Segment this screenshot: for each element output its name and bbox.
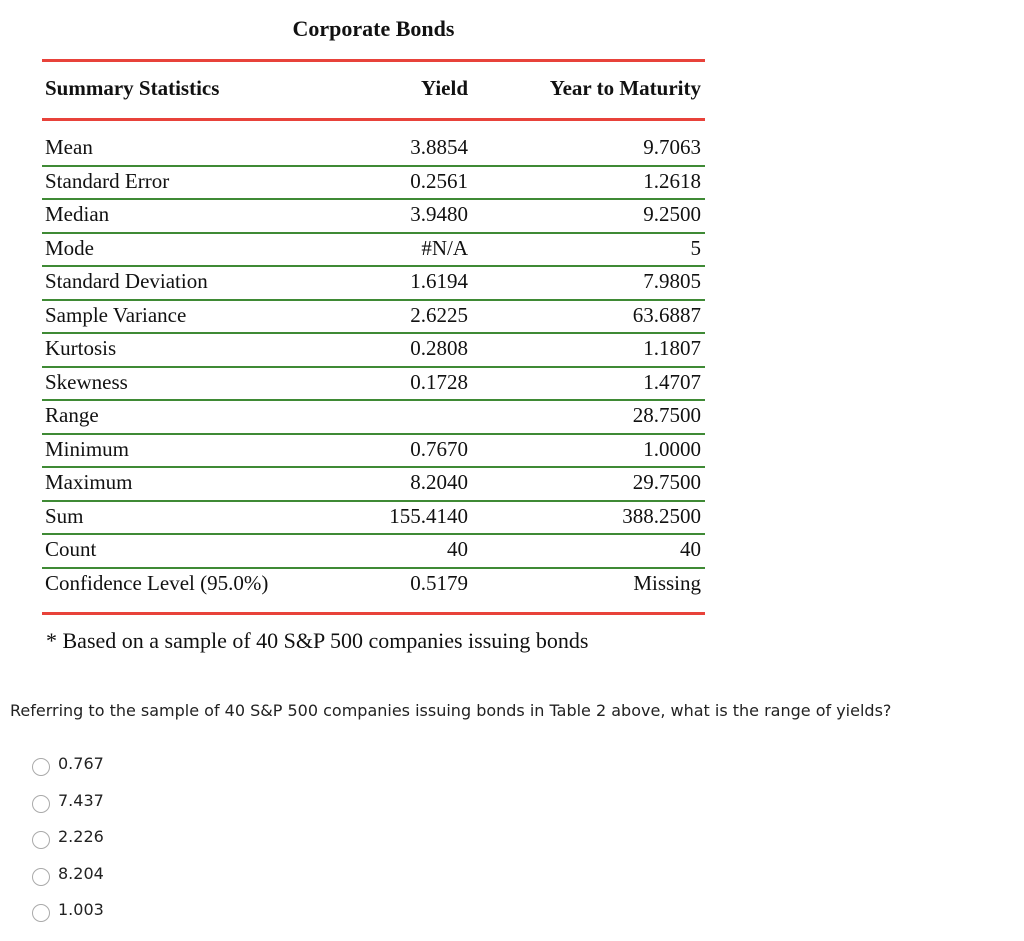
question-text: Referring to the sample of 40 S&P 500 companies issuing bonds in Table 2 above, what is the range of yields? bbox=[10, 701, 892, 720]
yield-value: 40 bbox=[447, 537, 468, 561]
table-row bbox=[42, 334, 705, 368]
maturity-value: Missing bbox=[633, 570, 701, 595]
radio-button[interactable] bbox=[32, 795, 50, 813]
answer-option[interactable] bbox=[32, 864, 104, 901]
table-row bbox=[42, 267, 705, 301]
yield-value: 3.8854 bbox=[410, 135, 468, 159]
footnote: * Based on a sample of 40 S&P 500 companies issuing bonds bbox=[46, 628, 589, 653]
maturity-value: 28.7500 bbox=[632, 403, 701, 427]
yield-value: 0.2808 bbox=[410, 336, 468, 360]
table-row bbox=[42, 535, 705, 569]
yield-value: 0.1728 bbox=[410, 369, 468, 394]
table-row bbox=[42, 133, 705, 167]
stat-label: Standard Deviation bbox=[45, 269, 208, 293]
stat-label: Median bbox=[45, 202, 110, 226]
maturity-value: 1.2618 bbox=[643, 168, 701, 193]
stat-label: Range bbox=[45, 403, 99, 427]
maturity-value: 9.7063 bbox=[643, 135, 701, 159]
table-row bbox=[42, 468, 705, 502]
maturity-value: 388.2500 bbox=[622, 503, 701, 528]
answer-option[interactable] bbox=[32, 754, 104, 791]
table-row bbox=[42, 301, 705, 335]
stat-label: Mode bbox=[45, 235, 94, 260]
table-row bbox=[42, 569, 705, 601]
maturity-value: 5 bbox=[690, 235, 701, 260]
yield-value: 0.2561 bbox=[410, 168, 468, 193]
table-body bbox=[42, 133, 705, 600]
maturity-value: 1.4707 bbox=[643, 369, 701, 394]
top-rule bbox=[42, 59, 705, 62]
table-header bbox=[42, 76, 705, 106]
bottom-rule bbox=[42, 612, 705, 615]
option-label: 2.226 bbox=[58, 827, 104, 847]
maturity-value: 1.0000 bbox=[643, 436, 701, 461]
maturity-value: 7.9805 bbox=[643, 269, 701, 293]
yield-value: 0.7670 bbox=[410, 436, 468, 461]
stat-label: Confidence Level (95.0%) bbox=[45, 570, 269, 595]
radio-button[interactable] bbox=[32, 831, 50, 849]
table-row bbox=[42, 502, 705, 536]
option-label: 0.767 bbox=[58, 754, 104, 773]
header-yield: Yield bbox=[420, 76, 468, 100]
table-row bbox=[42, 435, 705, 469]
table-row bbox=[42, 200, 705, 234]
yield-value: #N/A bbox=[421, 235, 468, 260]
maturity-value: 40 bbox=[680, 537, 701, 561]
yield-value: 3.9480 bbox=[410, 202, 468, 226]
table-row bbox=[42, 167, 705, 201]
header-summary-statistics: Summary Statistics bbox=[45, 76, 220, 100]
maturity-value: 63.6887 bbox=[632, 302, 701, 327]
answer-options bbox=[32, 754, 104, 937]
maturity-value: 29.7500 bbox=[632, 470, 701, 494]
yield-value: 155.4140 bbox=[389, 503, 468, 528]
header-year-to-maturity: Year to Maturity bbox=[549, 76, 701, 100]
option-label: 1.003 bbox=[58, 900, 104, 920]
answer-option[interactable] bbox=[32, 900, 104, 937]
answer-option[interactable] bbox=[32, 827, 104, 864]
header-rule bbox=[42, 118, 705, 121]
answer-option[interactable] bbox=[32, 791, 104, 828]
yield-value: 1.6194 bbox=[410, 269, 468, 293]
stat-label: Skewness bbox=[45, 369, 128, 394]
radio-button[interactable] bbox=[32, 868, 50, 886]
table-row bbox=[42, 368, 705, 402]
stat-label: Sum bbox=[45, 503, 84, 528]
option-label: 7.437 bbox=[58, 790, 104, 810]
stat-label: Count bbox=[45, 537, 97, 561]
radio-button[interactable] bbox=[32, 758, 50, 776]
yield-value: 2.6225 bbox=[410, 302, 468, 327]
table-row bbox=[42, 401, 705, 435]
maturity-value: 1.1807 bbox=[643, 336, 701, 360]
stat-label: Kurtosis bbox=[45, 336, 117, 360]
table-row bbox=[42, 234, 705, 268]
yield-value: 8.2040 bbox=[410, 470, 468, 494]
stat-label: Sample Variance bbox=[45, 302, 187, 327]
stat-label: Maximum bbox=[45, 470, 133, 494]
stat-label: Standard Error bbox=[45, 168, 170, 193]
radio-button[interactable] bbox=[32, 904, 50, 922]
maturity-value: 9.2500 bbox=[643, 202, 701, 226]
yield-value: 0.5179 bbox=[410, 570, 468, 595]
stat-label: Mean bbox=[45, 135, 93, 159]
option-label: 8.204 bbox=[58, 863, 104, 883]
stat-label: Minimum bbox=[45, 436, 130, 461]
table-title: Corporate Bonds bbox=[292, 16, 455, 41]
